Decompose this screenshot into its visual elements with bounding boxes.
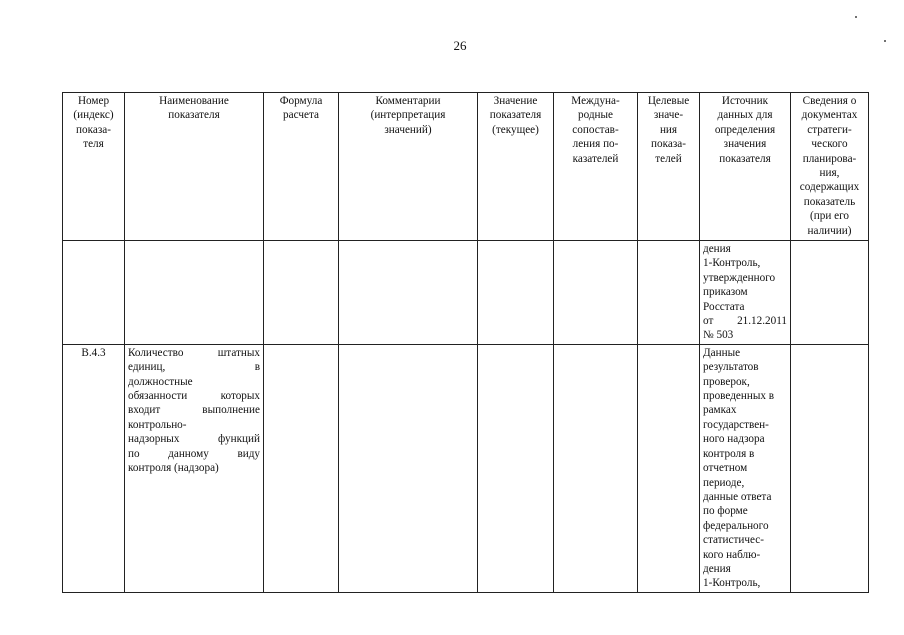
cell-source: дения 1-Контроль, утвержденного приказом Росстата от 21.12.2011 № 503 (700, 241, 791, 345)
cell-formula (264, 241, 339, 345)
table-row (63, 344, 869, 592)
cell-comments (339, 344, 478, 592)
cell-value (478, 344, 554, 592)
cell-international (554, 241, 638, 345)
cell-international (554, 344, 638, 592)
cell-target (638, 241, 700, 345)
col-header-name: Наименование показателя (125, 93, 264, 241)
cell-source: Данные результатов проверок, проведенных в рамках государствен- ного надзора контроля в отчетном периоде, данные ответа по форме федерального статистичес- кого наблю- дения 1-Контроль, (700, 344, 791, 592)
cell-documents (791, 241, 869, 345)
cell-formula (264, 344, 339, 592)
col-header-index: Номер (индекс) показа- теля (63, 93, 125, 241)
col-header-international: Междуна- родные сопостав- ления по- казателей (554, 93, 638, 241)
scan-speck (855, 16, 857, 18)
cell-documents (791, 344, 869, 592)
table-row (63, 241, 869, 345)
col-header-target: Целевые значе- ния показа- телей (638, 93, 700, 241)
cell-name (125, 241, 264, 345)
cell-index (63, 241, 125, 345)
col-header-source: Источник данных для определения значения показателя (700, 93, 791, 241)
col-header-comments: Комментарии (интерпретация значений) (339, 93, 478, 241)
page-number: 26 (453, 38, 467, 53)
indicators-table (62, 92, 869, 593)
col-header-formula: Формула расчета (264, 93, 339, 241)
table-header-row (63, 93, 869, 241)
cell-index: В.4.3 (63, 344, 125, 592)
col-header-value: Значение показателя (текущее) (478, 93, 554, 241)
cell-name: Количество штатных единиц, в должностные обязанности которых входит выполнение контрольно- надзорных функций по данному виду контроля (надзора) (125, 344, 264, 592)
scan-speck (884, 40, 886, 42)
cell-target (638, 344, 700, 592)
cell-comments (339, 241, 478, 345)
col-header-documents: Сведения о документах стратеги- ческого планирова- ния, содержащих показатель (при его наличии) (791, 93, 869, 241)
cell-value (478, 241, 554, 345)
